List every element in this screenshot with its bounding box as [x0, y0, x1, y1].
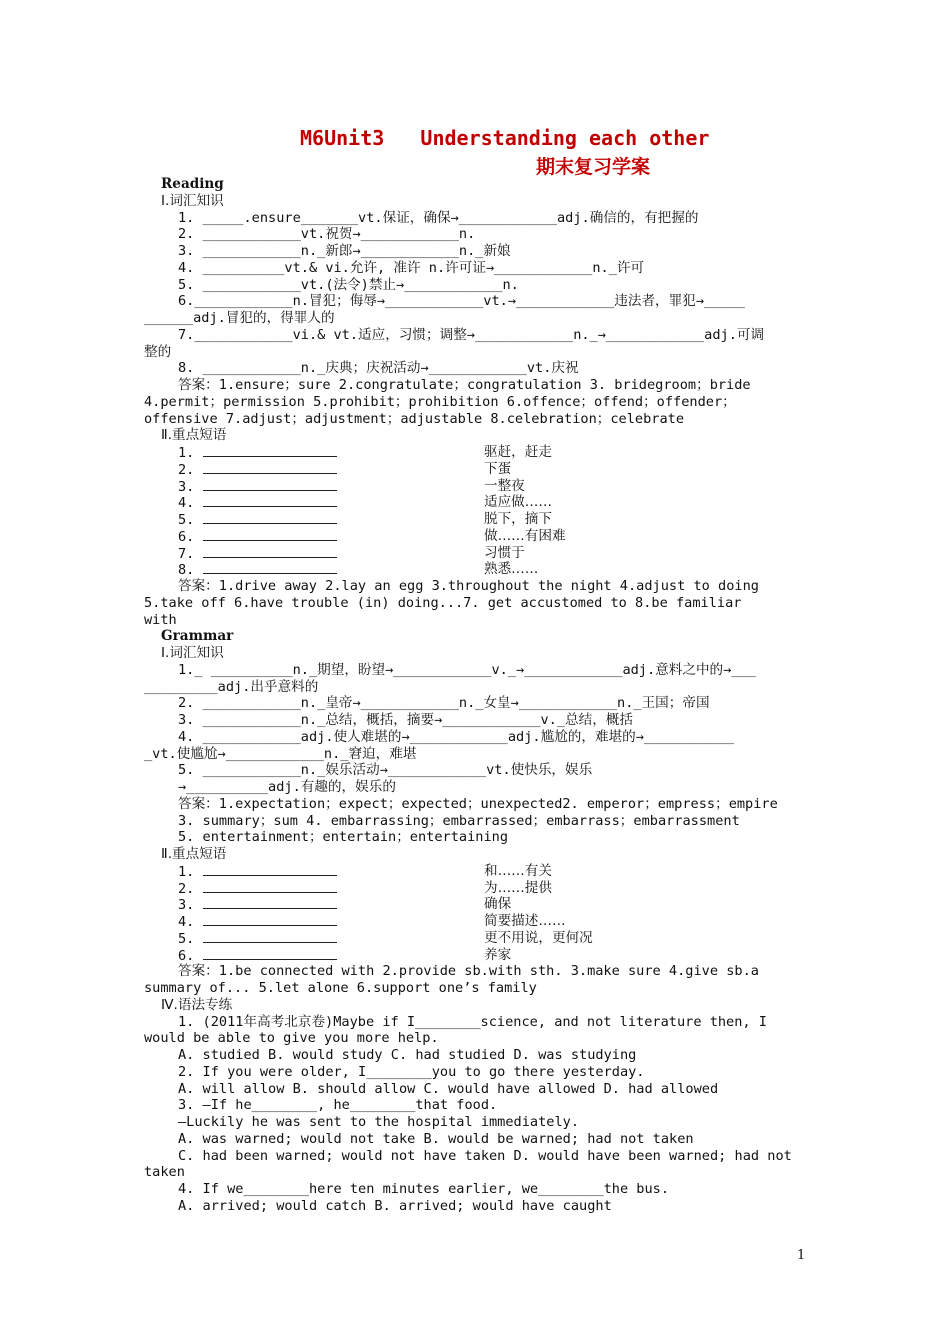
phrase-row: [144, 494, 808, 511]
phrase-number: 2.: [178, 461, 203, 478]
text-line: A. was warned; would not take B. would be warned; had not taken: [178, 1130, 694, 1147]
phrase-number: 3.: [178, 897, 203, 913]
phrase-row: [144, 930, 808, 947]
text-line: would be able to give you more help.: [144, 1030, 439, 1047]
phrase-meaning: 简要描述……: [484, 913, 566, 929]
text-line: 2. ____________vt.祝贺→____________n.: [178, 226, 476, 243]
vocab-list: [144, 662, 808, 796]
phrase-meaning: 为……提供: [484, 879, 552, 896]
text-line: 5.take off 6.have trouble (in) doing...7. get accustomed to 8.be familiar: [144, 594, 742, 611]
phrase-meaning: 下蛋: [484, 460, 512, 477]
phrase-meaning: 熟悉……: [484, 561, 539, 578]
text-line: 6.____________n.冒犯；侮辱→____________vt.→____________违法者，罪犯→_____: [178, 293, 745, 310]
phrase-number: 5.: [178, 930, 203, 947]
text-line: —Luckily he was sent to the hospital immediately.: [178, 1114, 580, 1130]
text-line: →__________adj.有趣的，娱乐的: [178, 779, 396, 795]
phrase-list: [144, 863, 808, 964]
text-line: 1._ __________n._期望，盼望→____________v._→____________adj.意料之中的→___: [178, 661, 756, 678]
answer-blank[interactable]: [203, 896, 337, 909]
phrase-meaning: 和……有关: [484, 862, 552, 879]
text-line: 3. ____________n._总结，概括，摘要→____________v._总结，概括: [178, 712, 633, 728]
text-line: _vt.使尴尬→____________n._窘迫，难堪: [144, 745, 417, 762]
phrase-row: [144, 561, 808, 578]
text-line: A. arrived; would catch B. arrived; would have caught: [178, 1197, 612, 1214]
text-line: 答案：1.ensure；sure 2.congratulate；congratulation 3. bridegroom；bride: [178, 377, 751, 393]
text-line: _________adj.出乎意料的: [144, 678, 319, 695]
text-line: with: [144, 611, 177, 628]
phrase-row: [144, 511, 808, 528]
text-line: taken: [144, 1164, 185, 1181]
text-line: 8. ____________n._庆典；庆祝活动→____________vt.庆祝: [178, 360, 579, 377]
subsection-heading: Ⅰ.词汇知识: [161, 192, 224, 209]
phrase-number: 6.: [178, 528, 203, 545]
text-line: 5. entertainment；entertain；entertaining: [178, 829, 509, 846]
phrase-meaning: 做……有困难: [484, 527, 566, 544]
answer-blank[interactable]: [203, 528, 337, 541]
text-line: 答案：1.drive away 2.lay an egg 3.throughout the night 4.adjust to doing: [178, 578, 759, 594]
phrase-meaning: 更不用说，更何况: [484, 929, 593, 946]
phrase-number: 8.: [178, 562, 203, 578]
answer-blank[interactable]: [203, 930, 337, 943]
answer-blank[interactable]: [203, 545, 337, 558]
phrase-number: 2.: [178, 880, 203, 897]
phrase-row: [144, 947, 808, 964]
phrase-row: [144, 528, 808, 545]
answer-blank[interactable]: [203, 863, 337, 876]
answer-blank[interactable]: [203, 947, 337, 960]
vocab-list: [144, 210, 808, 378]
phrase-row: [144, 444, 808, 461]
text-line: 1. (2011年高考北京卷)Maybe if I________science, and not literature then, I: [178, 1013, 767, 1030]
text-line: 5. ____________n._娱乐活动→____________vt.使快乐，娱乐: [178, 762, 593, 779]
text-line: A. will allow B. should allow C. would have allowed D. had allowed: [178, 1080, 719, 1097]
text-line: ______adj.冒犯的，得罪人的: [144, 310, 335, 326]
phrase-meaning: 驱赶，赶走: [484, 444, 552, 460]
phrase-number: 7.: [178, 545, 203, 562]
phrase-meaning: 习惯于: [484, 544, 525, 561]
answer-block: [144, 377, 808, 427]
subsection-heading: Ⅳ.语法专练: [161, 996, 233, 1013]
answer-blank[interactable]: [203, 478, 337, 491]
text-line: 2. If you were older, I________you to go there yesterday.: [178, 1063, 645, 1080]
phrase-row: [144, 896, 808, 913]
phrase-meaning: 适应做……: [484, 494, 552, 511]
phrase-row: [144, 880, 808, 897]
text-line: 5. ____________vt.(法令)禁止→____________n.: [178, 276, 519, 293]
text-line: offensive 7.adjust；adjustment；adjustable 8.celebration；celebrate: [144, 410, 685, 427]
text-line: summary of... 5.let alone 6.support one’s family: [144, 980, 537, 996]
text-line: 3. —If he________, he________that food.: [178, 1097, 498, 1114]
phrase-meaning: 脱下，摘下: [484, 511, 552, 527]
phrase-number: 4.: [178, 914, 203, 930]
document-body: [144, 176, 808, 1215]
phrase-meaning: 一整夜: [484, 477, 525, 494]
text-line: 3. summary；sum 4. embarrassing；embarrassed；embarrass；embarrassment: [178, 812, 740, 829]
text-line: A. studied B. would study C. had studied D. was studying: [178, 1047, 637, 1063]
text-line: 4.permit；permission 5.prohibit；prohibition 6.offence；offend；offender；: [144, 393, 736, 410]
phrase-list: [144, 444, 808, 578]
answer-blank[interactable]: [203, 913, 337, 926]
text-line: 答案：1.be connected with 2.provide sb.with sth. 3.make sure 4.give sb.a: [178, 963, 759, 980]
phrase-number: 3.: [178, 478, 203, 495]
text-line: 4. ____________adj.使人难堪的→____________adj.尴尬的，难堪的→___________: [178, 728, 734, 745]
text-line: 2. ____________n._皇帝→____________n._女皇→____________n._王国；帝国: [178, 695, 710, 712]
phrase-number: 5.: [178, 512, 203, 528]
grammar-drill: [144, 1014, 808, 1215]
phrase-meaning: 养家: [484, 946, 512, 963]
answer-blank[interactable]: [203, 880, 337, 893]
answer-block: [144, 963, 808, 997]
answer-block: [144, 796, 808, 846]
subsection-heading: Ⅰ.词汇知识: [161, 645, 224, 661]
phrase-number: 4.: [178, 495, 203, 511]
text-line: C. had been warned; would not have taken D. would have been warned; had not: [178, 1147, 792, 1164]
phrase-row: [144, 461, 808, 478]
page-number: 1: [797, 1248, 806, 1263]
answer-blank[interactable]: [203, 511, 337, 524]
section-heading-reading: Reading: [161, 176, 224, 192]
answer-blank[interactable]: [203, 561, 337, 574]
answer-blank[interactable]: [203, 494, 337, 507]
answer-blank[interactable]: [203, 444, 337, 457]
phrase-row: [144, 863, 808, 880]
text-line: 4. __________vt.& vi.允许, 准许 n.许可证→____________n._许可: [178, 259, 645, 276]
phrase-row: [144, 545, 808, 562]
text-line: 3. ____________n._新郎→____________n._新娘: [178, 243, 511, 259]
section-heading-grammar: Grammar: [161, 628, 234, 645]
answer-block: [144, 578, 808, 628]
phrase-number: 1.: [178, 445, 203, 461]
phrase-row: [144, 478, 808, 495]
page-title: M6Unit3 Understanding each other: [300, 126, 710, 150]
phrase-meaning: 确保: [484, 896, 512, 913]
answer-blank[interactable]: [203, 461, 337, 474]
page-subtitle: 期末复习学案: [536, 156, 651, 178]
subsection-heading: Ⅱ.重点短语: [161, 427, 227, 444]
text-line: 4. If we________here ten minutes earlier, we________the bus.: [178, 1181, 670, 1197]
text-line: 7.____________vi.& vt.适应，习惯；调整→____________n._→____________adj.可调: [178, 326, 765, 343]
phrase-row: [144, 913, 808, 930]
subsection-heading: Ⅱ.重点短语: [161, 846, 227, 862]
phrase-number: 6.: [178, 947, 203, 964]
text-line: 整的: [144, 343, 172, 360]
text-line: 答案：1.expectation；expect；expected；unexpected2. emperor；empress；empire: [178, 795, 778, 812]
text-line: 1. _____.ensure_______vt.保证，确保→____________adj.确信的，有把握的: [178, 209, 699, 226]
phrase-number: 1.: [178, 863, 203, 880]
